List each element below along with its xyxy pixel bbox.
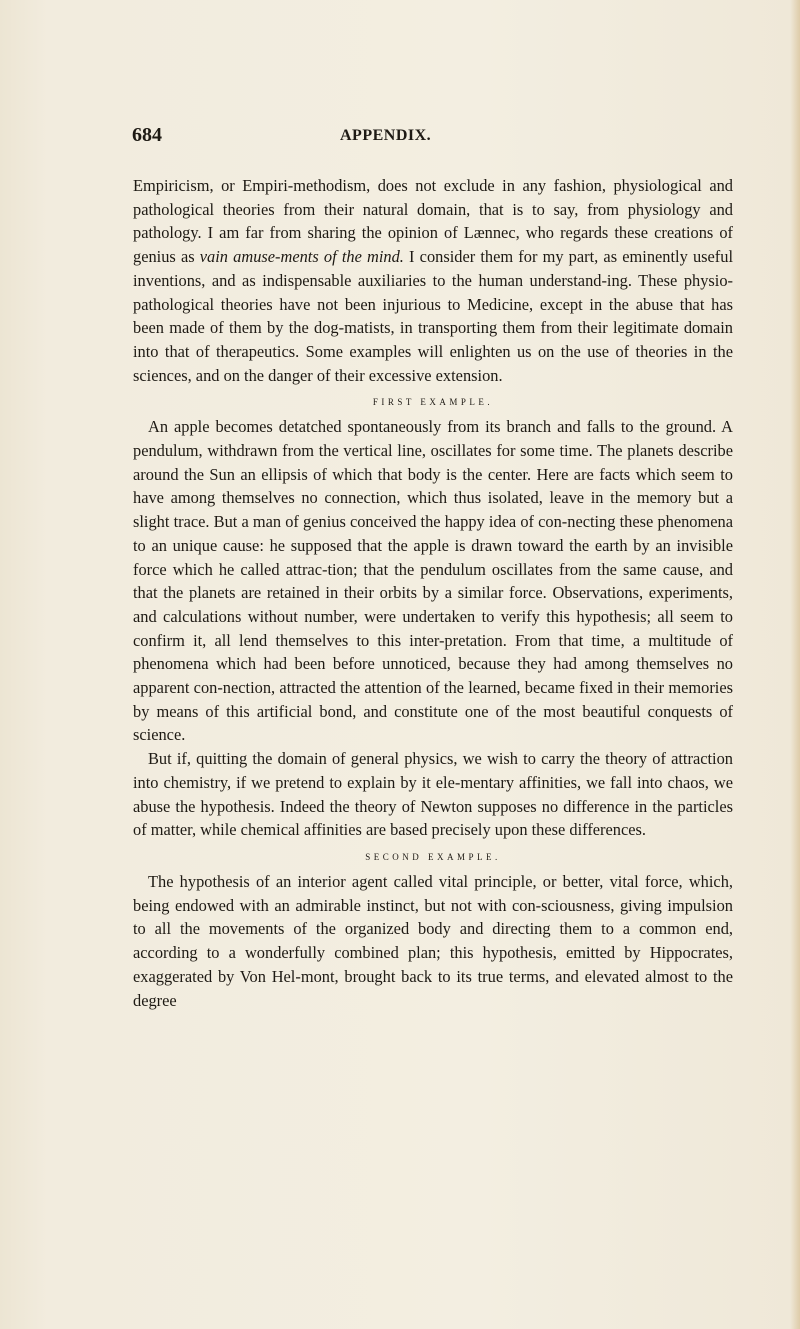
running-head bbox=[132, 124, 732, 148]
body-text bbox=[133, 174, 733, 1012]
section-heading-second-example: SECOND EXAMPLE. bbox=[365, 851, 501, 862]
intro-text-before: Empiricism, or Empiri-methodism, does not exclude in any fashion, physiological and pathological theories from their natural domain, that is to say, from physiology and pathology. I am far from sharing the opinion of Lænnec, who regards these creations of genius as bbox=[133, 176, 733, 267]
section-heading-first-example: FIRST EXAMPLE. bbox=[372, 397, 494, 408]
paragraph-first-example-2: But if, quitting the domain of general physics, we wish to carry the theory of attraction into chemistry, if we pretend to explain by it ele-mentary affinities, we fall into chaos, we abuse the hypothesis. Indeed the theory of Newton supposes no difference in the particles of matter, while chemical affinities are based precisely upon these differences. bbox=[133, 749, 733, 840]
page-edge-stain bbox=[790, 0, 800, 1329]
page-number: 684 bbox=[132, 124, 162, 146]
paragraph-intro bbox=[133, 174, 733, 387]
running-head-title: APPENDIX. bbox=[340, 127, 432, 144]
intro-emphasis: vain amuse-ments of the mind. bbox=[199, 247, 404, 267]
paragraph-second-example-1: The hypothesis of an interior agent called vital principle, or better, vital force, which, being endowed with an admirable instinct, but not with con-sciousness, giving impulsion to all the movements of the organized body and directing them to a common end, according to a wonderfully combined plan; this hypothesis, emitted by Hippocrates, exaggerated by Von Hel-mont, brought back to its true terms, and elevated almost to the degree bbox=[133, 871, 733, 1010]
paragraph-first-example-1: An apple becomes detatched spontaneously from its branch and falls to the ground. A pendulum, withdrawn from the vertical line, oscillates for some time. The planets describe around the Sun an ellipsis of which that body is the center. Here are facts which seem to have among themselves no connection, which thus isolated, leave in the memory but a slight trace. But a man of genius conceived the happy idea of con-necting these phenomena to an unique cause: he supposed that the apple is drawn toward the earth by an invisible force which he called attrac-tion; that the pendulum oscillates from the same cause, and that the planets are retained in their orbits by a similar force. Observations, experiments, and calculations without number, were undertaken to verify this hypothesis; all seem to confirm it, all lend themselves to this inter-pretation. From that time, a multitude of phenomena which had been before unnoticed, because they had among themselves no apparent con-nection, attracted the attention of the learned, became fixed in their memories by means of this artificial bond, and constitute one of the most beautiful conquests of science. bbox=[133, 417, 733, 745]
intro-text-after: I consider them for my part, as eminently useful inventions, and as indispensable auxiliaries to the human understand-ing. These physio-pathological theories have not been injurious to Medicine, except in the abuse that has been made of them by the dog-matists, in transporting them from their legitimate domain into that of therapeutics. Some examples will enlighten us on the use of theories in the sciences, and on the danger of their excessive extension. bbox=[133, 247, 734, 385]
